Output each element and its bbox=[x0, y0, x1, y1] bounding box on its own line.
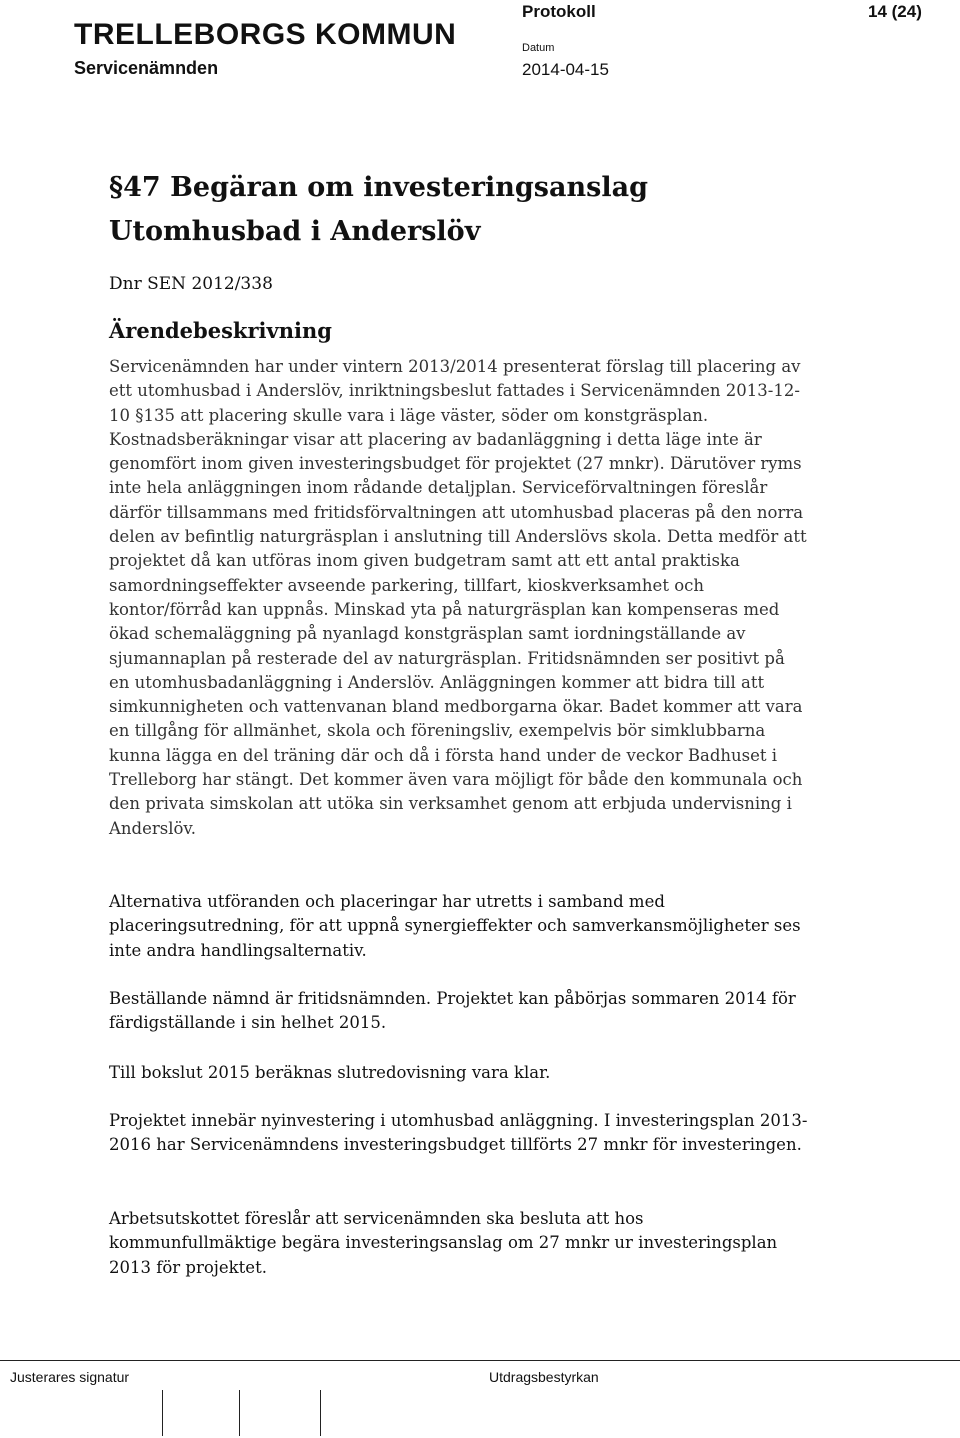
paragraph-investment: Projektet innebär nyinvestering i utomhusbad anläggning. I investeringsplan 2013-2016 har Servicenämndens investeringsbudget tillförts 27 mnkr för investeringen. bbox=[109, 1111, 808, 1155]
paragraph-alternatives: Alternativa utföranden och placeringar har utretts i samband med placeringsutredning, för att uppnå synergieffekter och samverkansmöjligheter ses inte andra handlingsalternativ. bbox=[109, 892, 801, 960]
signature-label: Justerares signatur bbox=[10, 1369, 130, 1385]
section-title: §47 Begäran om investeringsanslag Utomhusbad i Anderslöv bbox=[109, 172, 648, 247]
section-subheading: Ärendebeskrivning bbox=[109, 318, 332, 343]
document-date: 2014-04-15 bbox=[522, 60, 609, 79]
case-number: Dnr SEN 2012/338 bbox=[109, 274, 273, 294]
document-type: Protokoll bbox=[522, 2, 596, 21]
paragraph-proposal: Arbetsutskottet föreslår att servicenämnden ska besluta att hos kommunfullmäktige begära investeringsanslag om 27 mnkr ur investeringsplan 2013 för projektet. bbox=[109, 1209, 778, 1277]
page-number: 14 (24) bbox=[868, 2, 922, 21]
paragraph-description: Servicenämnden har under vintern 2013/2014 presenterat förslag till placering av ett utomhusbad i Anderslöv, inriktningsbeslut fattades i Servicenämnden 2013-12-10 §135 att placering skulle vara i läge väster, söder om konstgräsplan. Kostnadsberäkningar visar att placering av badanläggning i detta läge inte är genomfört inom given investeringsbudget för projektet (27 mnkr). Därutöver ryms inte hela anläggningen inom rådande detaljplan. Serviceförvaltningen föreslår därför tillsammans med fritidsförvaltningen att utomhusbad placeras på den norra delen av befintlig naturgräsplan i anslutning till Anderslövs skola. Detta medför att projektet då kan utföras inom given budgetram samt att ett antal praktiska samordningseffekter avseende parkering, tillfart, kioskverksamhet och kontor/förråd kan uppnås. Minskad yta på naturgräsplan kan kompenseras med ökad schemaläggning på nyanlagd konstgräsplan samt iordningställande av sjumannaplan på resterade del av naturgräsplan. Fritidsnämnden ser positivt på en utomhusbadanläggning i Anderslöv. Anläggningen kommer att bidra till att simkunnigheten och vattenvanan bland medborgarna ökar. Badet kommer att vara en tillgång för allmänhet, skola och föreningsliv, exempelvis bör simklubbarna kunna lägga en del träning där och då i första hand under de veckor Badhuset i Trelleborg har stängt. Det kommer även vara möjligt för både den kommunala och den privata simskolan att utöka sin verksamhet genom att erbjuda undervisning i Anderslöv. bbox=[109, 357, 807, 838]
footer-divider bbox=[0, 1360, 960, 1361]
paragraph-ordering-board: Beställande nämnd är fritidsnämnden. Projektet kan påbörjas sommaren 2014 för färdigställande i sin helhet 2015. bbox=[109, 989, 796, 1033]
organization-name: TRELLEBORGS KOMMUN bbox=[74, 18, 457, 51]
department-name: Servicenämnden bbox=[74, 58, 219, 78]
paragraph-final-report: Till bokslut 2015 beräknas slutredovisning vara klar. bbox=[109, 1063, 551, 1082]
signature-box-divider bbox=[320, 1390, 321, 1436]
date-label: Datum bbox=[522, 42, 555, 54]
signature-box-divider bbox=[239, 1390, 240, 1436]
signature-box-divider bbox=[162, 1390, 163, 1436]
extract-label: Utdragsbestyrkan bbox=[489, 1369, 599, 1385]
